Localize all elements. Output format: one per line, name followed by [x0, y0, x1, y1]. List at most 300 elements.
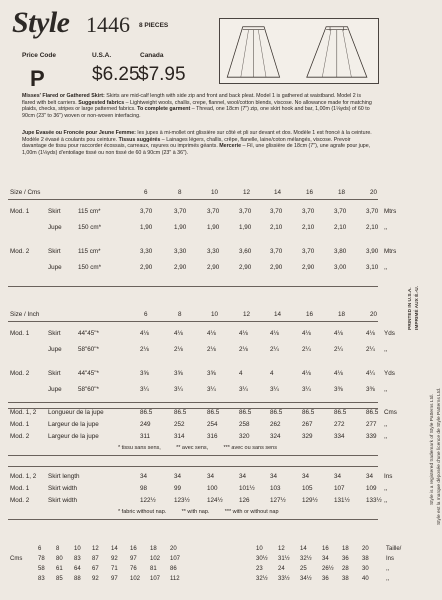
size-col-12: 12: [243, 311, 251, 318]
size-header-row: [8, 184, 378, 200]
measurement-value: 34: [174, 473, 182, 480]
body-value: 81: [150, 566, 157, 572]
body-value: 18: [150, 546, 157, 552]
notions-text-fr: – Fil, une glissière de 18cm (7"), une agrafe pour jupe, 1,00m (1⅛yds) d'entoilage tissé ou non tissé de 60 à 90cm (23" à 36").: [22, 143, 371, 156]
fabric-width: 115 cm*: [78, 208, 101, 215]
yardage-value: 4: [239, 370, 243, 377]
body-value-ins: 36: [342, 556, 349, 562]
body-value: 78: [38, 556, 45, 562]
measurement-value: 86.5: [239, 409, 252, 416]
body-value: 102: [150, 556, 161, 562]
body-value-ins: 34: [322, 556, 329, 562]
yardage-value: 3¼: [207, 386, 216, 393]
size-col-6: 6: [144, 311, 148, 318]
body-value: 61: [56, 566, 63, 572]
yardage-value: 2,90: [140, 264, 153, 271]
body-value-ins: 25: [300, 566, 307, 572]
unit-label: ,,: [384, 433, 388, 440]
description-body-fr: les jupes à mi-mollet ont glissière sur côté et pli sur devant et dos. Modèle 1 est froncé à la ceinture. Modèle 2 évasé à coulants pou ceinture.: [22, 130, 372, 143]
measurement-value: 131½: [334, 497, 350, 504]
item-label: Jupe: [48, 224, 62, 231]
unit-label: ,,: [386, 566, 390, 572]
yardage-value: 3,80: [334, 248, 347, 255]
table-bottom-rule: [8, 455, 378, 456]
body-value-ins: 36: [322, 576, 329, 582]
yardage-value: 3¼: [174, 386, 183, 393]
fabric-width: 150 cm*: [78, 264, 102, 271]
yardage-value: 4⅛: [239, 330, 248, 337]
notions-label-fr: Mercerie: [219, 143, 242, 150]
size-col-10: 10: [211, 189, 219, 196]
skirt-sketch: [219, 18, 379, 84]
yardage-value: 2,90: [239, 264, 252, 271]
printed-in-usa-fr: IMPRIMÉ AUX É.-U.: [415, 285, 420, 330]
price-code-label: Price Code: [22, 52, 56, 59]
yardage-value: 3⅜: [366, 386, 375, 393]
fabric-width: 150 cm*: [78, 224, 102, 231]
measurement-value: 124½: [207, 497, 223, 504]
yardage-value: 4⅛: [302, 330, 311, 337]
item-label: Jupe: [48, 264, 62, 271]
body-value: 112: [170, 576, 180, 582]
yardage-value: 3¼: [140, 386, 149, 393]
measurement-value: 86.5: [270, 409, 283, 416]
unit-label: ,,: [384, 264, 388, 271]
body-value: 92: [111, 556, 118, 562]
measurement-value: 249: [140, 421, 151, 428]
metric-yardage-table: [8, 184, 397, 287]
yardage-value: 3,70: [270, 208, 283, 215]
yardage-value: 3⅝: [174, 370, 183, 377]
measurement-label: Skirt width: [48, 497, 78, 504]
body-value-ins: 40: [362, 576, 369, 582]
measurement-value: 334: [334, 433, 345, 440]
body-value: 76: [130, 566, 137, 572]
yardage-value: 2¼: [302, 346, 311, 353]
yardage-value: 3,70: [207, 208, 220, 215]
yardage-value: 2,10: [366, 224, 379, 231]
yardage-value: 4⅛: [302, 370, 311, 377]
yardage-value: 2¼: [270, 346, 279, 353]
model-label: Mod. 1: [10, 485, 30, 492]
table-row: [8, 206, 397, 222]
body-value-ins: 24: [278, 566, 285, 572]
yardage-value: 2⅛: [140, 346, 149, 353]
yardage-value: 2,90: [270, 264, 283, 271]
fabric-width: 58"60"*: [78, 386, 99, 393]
yardage-value: 2¼: [366, 346, 375, 353]
unit-label: ,,: [384, 497, 388, 504]
style-logo: Style: [12, 6, 70, 39]
unit-label: ,,: [386, 576, 390, 582]
yardage-value: 2⅛: [207, 346, 216, 353]
unit-label: Yds: [384, 370, 395, 377]
yardage-value: 2,10: [334, 224, 347, 231]
measurement-value: 126: [239, 497, 250, 504]
table-row: [8, 384, 388, 400]
model-label: Mod. 1: [10, 421, 30, 428]
printed-in-usa: PRINTED IN U.S.A.: [408, 287, 413, 330]
table-top-rule: [8, 466, 378, 467]
size-col-8: 8: [178, 189, 182, 196]
yardage-value: 3,60: [239, 248, 252, 255]
measurement-value: 103: [270, 485, 281, 492]
body-value: 8: [56, 546, 60, 552]
yardage-value: 3,70: [302, 208, 315, 215]
size-col-6: 6: [144, 189, 148, 196]
body-value: 58: [38, 566, 45, 572]
body-value-ins: 32½: [256, 576, 268, 582]
body-value-ins: 31½: [278, 556, 290, 562]
fabric-width: 58"60"*: [78, 346, 99, 353]
yardage-value: 3,30: [140, 248, 153, 255]
measurement-value: 109: [366, 485, 377, 492]
table-top-rule: [8, 402, 378, 403]
table-row: [8, 407, 397, 419]
model-label: Mod. 2: [10, 433, 30, 440]
footnote-text: * fabric without nap. ** with nap. *** with or without nap: [118, 509, 279, 515]
measurement-value: 122½: [140, 497, 156, 504]
measurement-value: 86.5: [334, 409, 347, 416]
yardage-value: 3⅜: [334, 386, 343, 393]
row-label: Cms: [10, 556, 23, 562]
finished-measurements-metric: [8, 402, 397, 456]
body-value-ins: 14: [300, 546, 307, 552]
body-value: 107: [170, 556, 181, 562]
yardage-value: 3¼: [270, 386, 279, 393]
imperial-yardage-table: [8, 306, 395, 409]
fabrics-label-en: Suggested fabrics: [78, 99, 125, 106]
body-value-ins: 16: [322, 546, 329, 552]
yardage-value: 4: [270, 370, 274, 377]
body-value-ins: 28: [342, 566, 349, 572]
yardage-value: 3,70: [140, 208, 153, 215]
yardage-value: 2,90: [302, 264, 315, 271]
body-value: 97: [130, 556, 137, 562]
unit-label: Cms: [384, 409, 397, 416]
notions-label-en: To complete garment: [137, 106, 191, 113]
body-value: 67: [92, 566, 99, 572]
measurement-value: 252: [174, 421, 185, 428]
body-measurement-row: [8, 555, 440, 565]
body-value: 83: [74, 556, 81, 562]
size-col-10: 10: [211, 311, 219, 318]
body-measurement-row: [8, 565, 440, 575]
measurement-value: 86.5: [207, 409, 220, 416]
measurement-value: 99: [174, 485, 182, 492]
table-row: [8, 368, 395, 384]
model-label: Mod. 1, 2: [10, 473, 37, 480]
body-value-ins: 12: [278, 546, 285, 552]
size-col-8: 8: [178, 311, 182, 318]
yardage-value: 3,70: [366, 208, 379, 215]
measurement-value: 314: [174, 433, 185, 440]
size-header-row: [8, 306, 378, 322]
measurement-value: 34: [140, 473, 148, 480]
measurement-value: 127½: [270, 497, 286, 504]
table-row: [8, 222, 388, 238]
yardage-value: 3,70: [302, 248, 315, 255]
measurement-label: Largeur de la jupe: [48, 433, 99, 440]
yardage-value: 3⅝: [207, 370, 216, 377]
size-col-16: 16: [306, 189, 314, 196]
measurement-value: 98: [140, 485, 148, 492]
body-value-ins: 34½: [300, 576, 312, 582]
measurement-value: 324: [270, 433, 281, 440]
body-value: 86: [170, 566, 177, 572]
measurement-value: 34: [207, 473, 215, 480]
measurement-value: 34: [239, 473, 247, 480]
yardage-value: 4⅛: [366, 330, 375, 337]
unit-label: ,,: [384, 224, 388, 231]
yardage-value: 3¼: [302, 386, 311, 393]
fabrics-text-en: – Lightweight wools, challis, crepe, flannel, wool/cotton blends, viscose. No allowance made for matching plaids, checks, stripes or large patterned fabrics.: [22, 99, 372, 113]
measurement-value: 267: [302, 421, 313, 428]
unit-label: Ins: [386, 556, 395, 562]
body-value: 92: [92, 576, 99, 582]
yardage-value: 3,70: [334, 208, 347, 215]
body-value-ins: 18: [342, 546, 349, 552]
measurement-value: 34: [302, 473, 310, 480]
yardage-value: 1,90: [140, 224, 153, 231]
footnote: [8, 443, 378, 455]
measurement-value: 272: [334, 421, 345, 428]
body-value-ins: 30: [362, 566, 369, 572]
measurement-value: 123½: [174, 497, 190, 504]
model-label: Mod. 2: [10, 248, 30, 255]
footnote-text: * tissu sans sens, ** avec sens, *** avec ou sans sens: [118, 445, 277, 451]
canada-price: $7.95: [138, 64, 186, 85]
yardage-value: 3,90: [366, 248, 379, 255]
measurement-value: 100: [207, 485, 218, 492]
body-value: 80: [56, 556, 63, 562]
measurement-value: 34: [366, 473, 374, 480]
body-value: 20: [170, 546, 177, 552]
table-row: [8, 246, 397, 262]
body-value: 85: [56, 576, 63, 582]
yardage-value: 4⅛: [334, 370, 343, 377]
measurement-label: Largeur de la jupe: [48, 421, 99, 428]
fabric-width: 115 cm*: [78, 248, 101, 255]
yardage-value: 3,70: [239, 208, 252, 215]
size-label: Size / Cms: [10, 189, 41, 196]
fabric-width: 44"45"*: [78, 370, 99, 377]
measurement-value: 34: [270, 473, 278, 480]
description-title-en: Misses' Flared or Gathered Skirt:: [22, 93, 105, 99]
yardage-value: 2,10: [302, 224, 315, 231]
measurement-value: 320: [239, 433, 250, 440]
size-col-18: 18: [338, 311, 346, 318]
unit-label: ,,: [384, 346, 388, 353]
unit-label: Mtrs: [384, 248, 397, 255]
body-value: 83: [38, 576, 45, 582]
finished-measurements-imperial: [8, 466, 393, 520]
measurement-label: Longueur de la jupe: [48, 409, 104, 416]
size-col-18: 18: [338, 189, 346, 196]
item-label: Skirt: [48, 370, 61, 377]
yardage-value: 2,90: [174, 264, 187, 271]
item-label: Jupe: [48, 346, 62, 353]
model-label: Mod. 1, 2: [10, 409, 37, 416]
yardage-value: 4⅛: [140, 330, 149, 337]
measurement-value: 339: [366, 433, 377, 440]
description-title-fr: Jupe Evasée ou Froncée pour Jeune Femme:: [22, 130, 136, 136]
size-col-14: 14: [274, 189, 282, 196]
usa-label: U.S.A.: [92, 52, 112, 59]
body-value-ins: 10: [256, 546, 263, 552]
item-label: Skirt: [48, 248, 61, 255]
unit-label: Mtrs: [384, 208, 397, 215]
unit-label: ,,: [384, 485, 388, 492]
measurement-value: 107: [334, 485, 345, 492]
measurement-value: 105: [302, 485, 313, 492]
body-value-ins: 30½: [256, 556, 268, 562]
yardage-value: 3,70: [270, 248, 283, 255]
body-value: 16: [130, 546, 137, 552]
item-label: Skirt: [48, 208, 61, 215]
unit-label: ,,: [384, 386, 388, 393]
model-label: Mod. 1: [10, 330, 30, 337]
yardage-value: 3⅝: [140, 370, 149, 377]
body-value-ins: 33½: [278, 576, 290, 582]
item-label: Jupe: [48, 386, 62, 393]
trademark-note-fr: Style est la marque déposée d'une licence de Style Patterns Ltd.: [437, 387, 442, 525]
yardage-value: 1,90: [174, 224, 187, 231]
body-measurements-table: [8, 545, 440, 585]
body-value: 12: [92, 546, 99, 552]
table-row: [8, 431, 388, 443]
body-value: 107: [150, 576, 161, 582]
measurement-value: 258: [239, 421, 250, 428]
measurement-value: 129½: [302, 497, 318, 504]
model-label: Mod. 2: [10, 497, 30, 504]
table-row: [8, 483, 388, 495]
unit-label: Ins: [384, 473, 393, 480]
body-value: 87: [92, 556, 99, 562]
yardage-value: 4⅛: [270, 330, 279, 337]
body-value: 14: [111, 546, 118, 552]
yardage-value: 3,30: [174, 248, 187, 255]
canada-label: Canada: [140, 52, 164, 59]
yardage-value: 4⅛: [334, 330, 343, 337]
body-value: 10: [74, 546, 81, 552]
table-row: [8, 419, 388, 431]
yardage-value: 2,10: [270, 224, 283, 231]
size-col-20: 20: [370, 189, 378, 196]
body-value-ins: 20: [362, 546, 369, 552]
body-measurement-row: [8, 575, 440, 585]
body-value-ins: 32½: [300, 556, 312, 562]
size-col-14: 14: [274, 311, 282, 318]
unit-label: ,,: [384, 421, 388, 428]
size-label: Size / Inch: [10, 311, 40, 318]
pieces-count: 8 PIECES: [139, 22, 169, 29]
yardage-value: 2⅛: [174, 346, 183, 353]
body-value: 97: [111, 576, 118, 582]
yardage-value: 1,90: [207, 224, 220, 231]
body-value-ins: 23: [256, 566, 263, 572]
measurement-value: 86.5: [174, 409, 187, 416]
description-french: [22, 130, 374, 156]
yardage-value: 2,90: [207, 264, 220, 271]
body-value: 71: [111, 566, 118, 572]
yardage-value: 4¼: [366, 370, 375, 377]
yardage-value: 2¼: [334, 346, 343, 353]
fabric-width: 44"45"*: [78, 330, 99, 337]
yardage-value: 3,10: [366, 264, 379, 271]
usa-price: $6.25: [92, 64, 140, 85]
body-value: 88: [74, 576, 81, 582]
measurement-value: 101½: [239, 485, 255, 492]
table-row: [8, 262, 388, 278]
yardage-value: 3¼: [239, 386, 248, 393]
yardage-value: 1,90: [239, 224, 252, 231]
price-code: P: [30, 66, 45, 91]
measurement-label: Skirt length: [48, 473, 80, 480]
table-row: [8, 495, 388, 507]
measurement-value: 86.5: [302, 409, 315, 416]
trademark-note: Style is a registered trademark of Style Patterns Ltd.: [430, 394, 435, 505]
measurement-value: 311: [140, 433, 151, 440]
footnote: [8, 507, 378, 519]
fabrics-label-fr: Tissus suggérés: [118, 136, 161, 143]
measurement-value: 86.5: [140, 409, 153, 416]
description-body-en: Skirts are mid-calf length with side zip and front and back pleat. Model 1 is gathered at waistband. Model 2 is flared with belt carriers.: [22, 93, 361, 106]
unit-label: Taille/: [386, 546, 402, 552]
body-value: 64: [74, 566, 81, 572]
table-row: [8, 471, 393, 483]
yardage-value: 2⅛: [239, 346, 248, 353]
yardage-value: 4⅛: [174, 330, 183, 337]
body-value-ins: 38: [362, 556, 369, 562]
measurement-value: 316: [207, 433, 218, 440]
table-row: [8, 344, 388, 360]
skirt-line-drawing: [220, 19, 378, 83]
item-label: Skirt: [48, 330, 61, 337]
measurement-value: 277: [366, 421, 377, 428]
yardage-value: 3,70: [174, 208, 187, 215]
size-col-12: 12: [243, 189, 251, 196]
measurement-value: 262: [270, 421, 281, 428]
measurement-value: 254: [207, 421, 218, 428]
body-value-ins: 26½: [322, 566, 334, 572]
fabrics-text-fr: – Lainages légers, challis, crêpe, flanelle, laine/coton mélangés, viscose. Prevoir davantage de tissu pour raccorder écossais, carreaux, rayures ou imprimés géants.: [22, 136, 351, 150]
size-col-20: 20: [370, 311, 378, 318]
table-row: [8, 328, 395, 344]
yardage-value: 4⅛: [207, 330, 216, 337]
yardage-value: 3,30: [207, 248, 220, 255]
model-label: Mod. 2: [10, 370, 30, 377]
model-label: Mod. 1: [10, 208, 30, 215]
measurement-value: 86.5: [366, 409, 379, 416]
pattern-number: 1446: [86, 12, 130, 37]
size-col-16: 16: [306, 311, 314, 318]
yardage-value: 3,00: [334, 264, 347, 271]
measurement-value: 133½: [366, 497, 382, 504]
body-value: 6: [38, 546, 42, 552]
notions-text-en: – Thread, one 18cm (7") zip, one skirt hook and bar, 1,00m (1⅛yds) of 60 to 90cm (23" to 36") woven or non-woven interfacing.: [22, 106, 370, 119]
body-value: 102: [130, 576, 141, 582]
table-bottom-rule: [8, 286, 378, 287]
body-value-ins: 38: [342, 576, 349, 582]
measurement-value: 34: [334, 473, 342, 480]
table-bottom-rule: [8, 519, 378, 520]
unit-label: Yds: [384, 330, 395, 337]
measurement-value: 329: [302, 433, 313, 440]
body-measurement-row: [8, 545, 440, 555]
measurement-label: Skirt width: [48, 485, 78, 492]
description-english: [22, 93, 374, 119]
